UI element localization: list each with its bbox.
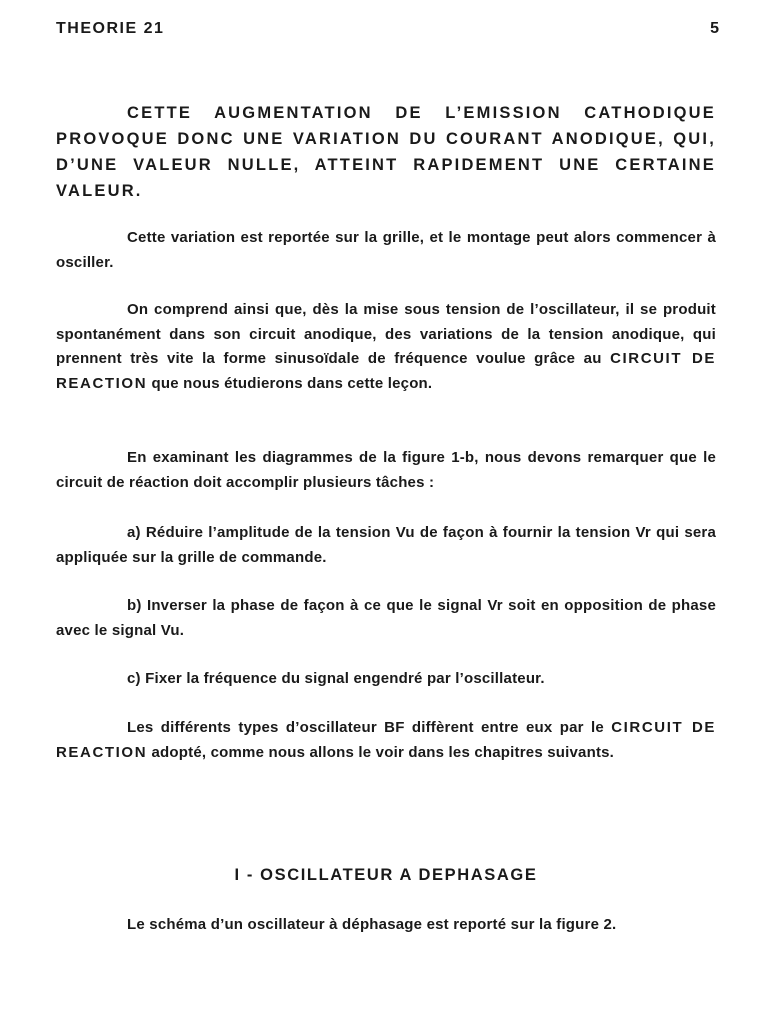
list-item-c: c) Fixer la fréquence du signal engendré par l’oscillateur. — [127, 670, 545, 687]
page-header — [56, 20, 719, 44]
list-item-a: a) Réduire l’amplitude de la tension Vu de façon à fournir la tension Vr qui sera appliquée sur la grille de commande. — [56, 524, 716, 566]
page-number: 5 — [710, 20, 719, 37]
paragraph-text: Les différents types d’oscillateur BF diffèrent entre eux par le — [127, 719, 612, 736]
paragraph-variation: Cette variation est reportée sur la grille, et le montage peut alors commencer à osciller. — [56, 229, 716, 271]
paragraph-text: que nous étudierons dans cette leçon. — [147, 374, 433, 392]
paragraph-text: On comprend ainsi que, dès la mise sous tension de l’oscillateur, il se produit spontanément dans son circuit anodique, des variations de la tension anodique, qui prennent très vite la forme sinusoïdale de fréquence voulue grâce au — [56, 301, 716, 367]
paragraph-oscillation-start — [56, 298, 716, 396]
paragraph-intro-caps: CETTE AUGMENTATION DE L’EMISSION CATHODIQUE PROVOQUE DONC UNE VARIATION DU COURANT ANODIQUE, QUI, D’UNE VALEUR NULLE, ATTEINT RAPIDEMENT UNE CERTAINE VALEUR. — [56, 104, 716, 200]
paragraph-schema: Le schéma d’un oscillateur à déphasage est reporté sur la figure 2. — [127, 916, 617, 933]
section-title: I - OSCILLATEUR A DEPHASAGE — [234, 866, 538, 884]
paragraph-types — [56, 716, 716, 765]
emphasis-circuit-de-reaction: CIRCUIT DE REACTION — [56, 719, 716, 761]
list-item-b: b) Inverser la phase de façon à ce que le signal Vr soit en opposition de phase avec le signal Vu. — [56, 597, 716, 639]
paragraph-diagrams: En examinant les diagrammes de la figure 1-b, nous devons remarquer que le circuit de réaction doit accomplir plusieurs tâches : — [56, 449, 716, 491]
header-title: THEORIE 21 — [56, 20, 165, 37]
paragraph-text: adopté, comme nous allons le voir dans les chapitres suivants. — [147, 743, 615, 761]
emphasis-circuit-de-reaction: CIRCUIT DE REACTION — [56, 350, 716, 392]
